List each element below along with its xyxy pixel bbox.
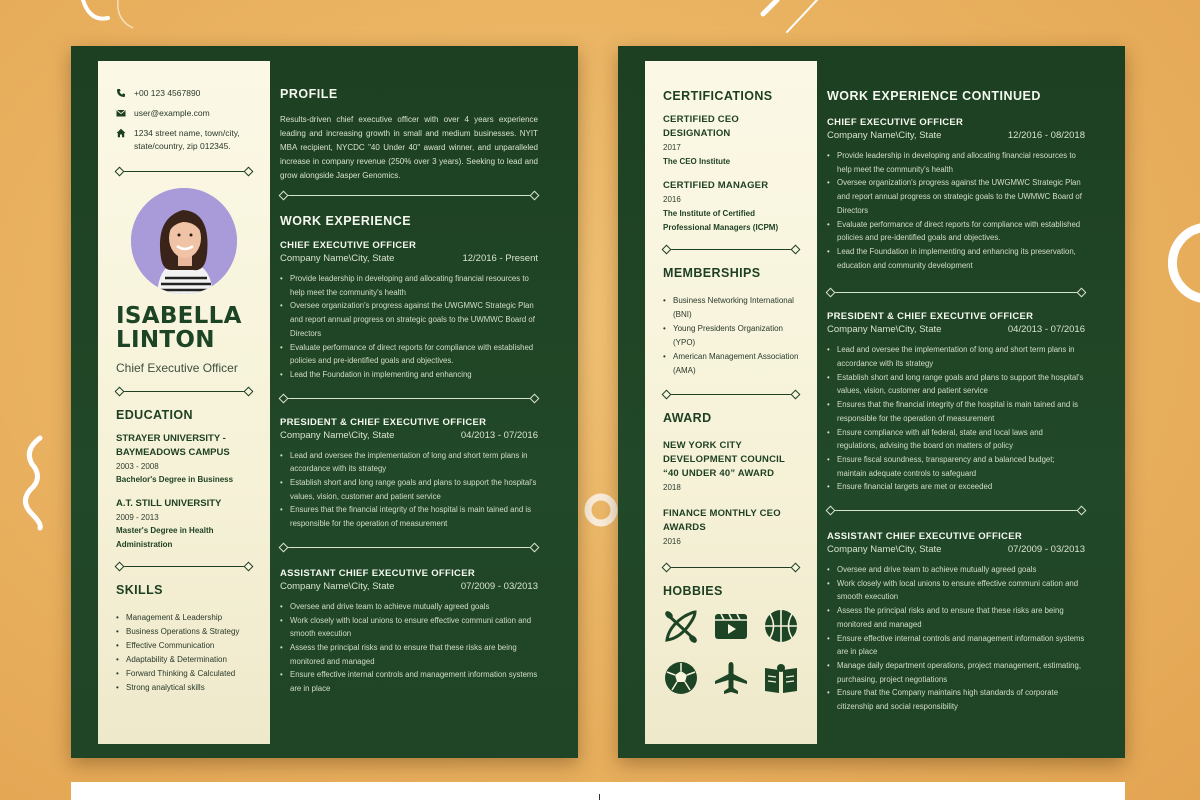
job-bullet: • Manage daily department operations, project management, estimating, purchasing, project negotiations (827, 659, 1085, 686)
job-bullet: • Ensures that the financial integrity of the hospital is main tained and is responsible for the operation of measurement (280, 503, 538, 530)
hobbies-heading: HOBBIES (663, 584, 723, 598)
divider (116, 167, 252, 176)
education-degree: Bachelor's Degree in Business (116, 475, 234, 484)
person-title: Chief Executive Officer (116, 361, 238, 375)
job-meta (827, 324, 1085, 335)
contact-address (116, 127, 252, 153)
resume-page-1 (71, 46, 578, 758)
sidebar-page-2 (645, 61, 817, 744)
job-title: ASSISTANT CHIEF EXECUTIVE OFFICER (280, 567, 475, 579)
skills-heading: SKILLS (116, 583, 163, 597)
job-dates: 12/2016 - 08/2018 (1007, 130, 1085, 141)
job-title: ASSISTANT CHIEF EXECUTIVE OFFICER (827, 531, 1022, 543)
skill-item: • Business Operations & Strategy (116, 625, 252, 639)
envelope-icon (116, 108, 126, 118)
phone-icon (116, 88, 126, 98)
divider (663, 390, 799, 399)
memberships-list (663, 294, 799, 378)
skills-list (116, 611, 252, 695)
award-item (663, 507, 799, 549)
award-year: 2016 (663, 537, 681, 546)
decorative-arc-right (1138, 220, 1200, 310)
job-bullets (280, 272, 538, 382)
profile-photo (131, 188, 237, 294)
education-years: 2009 - 2013 (116, 513, 159, 522)
divider (663, 245, 799, 254)
job-bullet: • Work closely with local unions to ensure effective communi cation and smooth execution (827, 577, 1085, 604)
job-company: Company Name\City, State (280, 253, 395, 264)
job-bullet: • Evaluate performance of direct reports for compliance with established policies and pre-identified goals and objectives. (280, 341, 538, 368)
book-icon (763, 660, 799, 696)
first-name: ISABELLA (116, 303, 242, 329)
education-heading: EDUCATION (116, 408, 193, 422)
email-text: user@example.com (134, 108, 210, 118)
job-entry (280, 568, 538, 696)
job-bullet: • Work closely with local unions to ensure effective communi cation and smooth execution (280, 614, 538, 641)
job-bullet: • Assess the principal risks and to ensure that these risks are being monitored and managed (827, 604, 1085, 631)
skill-item: • Management & Leadership (116, 611, 252, 625)
job-bullet: • Ensure effective internal controls and management information systems are in place (827, 632, 1085, 659)
education-school: A.T. STILL UNIVERSITY (116, 498, 222, 509)
contact-email (116, 107, 252, 120)
job-bullet: • Lead the Foundation in implementing and enhancing its preservation, education and community development (827, 245, 1085, 272)
sidebar-page-1 (98, 61, 270, 744)
decorative-squiggle-left (18, 432, 52, 532)
certification-year: 2016 (663, 195, 681, 204)
hobbies-grid (663, 608, 799, 696)
job-company: Company Name\City, State (827, 130, 942, 141)
job-bullet: • Ensures that the financial integrity of the hospital is main tained and is responsible for the operation of measurement (827, 398, 1085, 425)
job-bullet: • Lead and oversee the implementation of long and short term plans in accordance with its strategy (280, 449, 538, 476)
job-title: PRESIDENT & CHIEF EXECUTIVE OFFICER (827, 311, 1034, 323)
job-bullet: • Assess the principal risks and to ensure that these risks are being monitored and managed (280, 641, 538, 668)
job-entry (827, 531, 1085, 714)
divider (827, 288, 1085, 297)
award-heading: AWARD (663, 411, 712, 425)
airplane-icon (713, 660, 749, 696)
contact-phone (116, 87, 252, 100)
divider (663, 563, 799, 572)
job-bullet: • Oversee and drive team to achieve mutually agreed goals (827, 563, 1085, 577)
main-column-page-2 (827, 61, 1085, 714)
job-meta (827, 544, 1085, 555)
education-school: STRAYER UNIVERSITY - BAYMEADOWS CAMPUS (116, 433, 230, 458)
divider (827, 506, 1085, 515)
job-bullet: • Establish short and long range goals and plans to support the hospital's values, vision, customer and patient service (827, 371, 1085, 398)
job-bullets (280, 600, 538, 696)
job-entry (280, 417, 538, 531)
video-icon (713, 608, 749, 644)
job-bullet: • Establish short and long range goals and plans to support the hospital's values, vision, customer and patient service (280, 476, 538, 503)
profile-text: Results-driven chief executive officer with over 4 years experience leading and increasing growth in small and medium businesses. NYIT MBA recipient, NYCDC "40 Under 40" award winner, and unparalleled increase in company revenue (250% over 3 years). Seeking to lead and grow alongside Jasper Genomics. (280, 115, 538, 180)
education-degree: Master's Degree in Health Administration (116, 526, 214, 549)
resume-page-2 (618, 46, 1125, 758)
job-bullet: • Ensure compliance with all federal, state and local laws and regulations, advising the board on matters of policy (827, 426, 1085, 453)
job-meta (280, 430, 538, 441)
job-entry (827, 311, 1085, 494)
job-bullets (827, 149, 1085, 272)
award-year: 2018 (663, 483, 681, 492)
job-bullet: • Lead the Foundation in implementing and enhancing (280, 368, 538, 382)
award-item (663, 439, 799, 495)
job-bullet: • Provide leadership in developing and allocating financial resources to help meet the community's health (280, 272, 538, 299)
decorative-lines-top (755, 0, 825, 40)
divider (280, 394, 538, 403)
decorative-swirl-top-left (78, 0, 138, 30)
divider (116, 562, 252, 571)
education-item (116, 497, 252, 552)
job-bullet: • Ensure that the Company maintains high standards of corporate citizenship and social responsibility (827, 686, 1085, 713)
skill-item: • Forward Thinking & Calculated (116, 667, 252, 681)
divider (280, 543, 538, 552)
divider (280, 191, 538, 200)
job-company: Company Name\City, State (827, 324, 942, 336)
job-entry (827, 117, 1085, 272)
award-title: NEW YORK CITY DEVELOPMENT COUNCIL “40 UNDER 40” AWARD (663, 440, 785, 479)
skill-item: • Strong analytical skills (116, 681, 252, 695)
job-company: Company Name\City, State (280, 429, 395, 441)
job-bullet: • Provide leadership in developing and allocating financial resources to help meet the community's health (827, 149, 1085, 176)
skill-item: • Effective Communication (116, 639, 252, 653)
certification-title: CERTIFIED CEO DESIGNATION (663, 114, 739, 139)
membership-item: • Business Networking International (BNI) (663, 294, 799, 322)
certification-year: 2017 (663, 143, 681, 152)
address-text: 1234 street name, town/city, state/country, zip 012345. (134, 128, 240, 151)
certification-item (663, 179, 799, 235)
certifications-heading: CERTIFICATIONS (663, 89, 773, 103)
job-title: PRESIDENT & CHIEF EXECUTIVE OFFICER (280, 416, 487, 428)
job-title: CHIEF EXECUTIVE OFFICER (827, 117, 964, 128)
education-item (116, 432, 252, 487)
membership-item: • American Management Association (AMA) (663, 350, 799, 378)
job-title: CHIEF EXECUTIVE OFFICER (280, 240, 417, 251)
work-experience-heading: WORK EXPERIENCE (280, 214, 412, 228)
job-company: Company Name\City, State (280, 580, 395, 592)
certification-item (663, 113, 799, 169)
job-bullets (280, 449, 538, 531)
last-name: LINTON (116, 327, 215, 353)
job-dates: 12/2016 - Present (462, 253, 538, 264)
certification-title: CERTIFIED MANAGER (663, 180, 769, 191)
job-dates: 04/2013 - 07/2016 (1007, 324, 1085, 336)
skill-item: • Adaptability & Determination (116, 653, 252, 667)
job-dates: 07/2009 - 03/2013 (460, 580, 538, 592)
soccer-ball-icon (663, 660, 699, 696)
job-bullet: • Lead and oversee the implementation of long and short term plans in accordance with its strategy (827, 343, 1085, 370)
membership-item: • Young Presidents Organization (YPO) (663, 322, 799, 350)
bottom-strip (71, 782, 1125, 800)
home-icon (116, 128, 126, 138)
job-dates: 04/2013 - 07/2016 (460, 429, 538, 441)
job-bullet: • Ensure financial targets are met or exceeded (827, 480, 1085, 494)
job-bullets (827, 563, 1085, 714)
job-bullet: • Oversee organization's progress against the UWGMWC Strategic Plan and report annual progress on strategic goals to the UWMWC Board of Directors (280, 299, 538, 340)
job-company: Company Name\City, State (827, 544, 942, 556)
award-title: FINANCE MONTHLY CEO AWARDS (663, 508, 781, 533)
work-continued-heading: WORK EXPERIENCE CONTINUED (827, 89, 1041, 103)
basketball-icon (763, 608, 799, 644)
kayak-icon (663, 608, 699, 644)
job-meta (280, 253, 538, 264)
job-bullet: • Ensure effective internal controls and management information systems are in place (280, 668, 538, 695)
divider (116, 387, 252, 396)
job-bullet: • Oversee and drive team to achieve mutually agreed goals (280, 600, 538, 614)
job-bullets (827, 343, 1085, 494)
profile-heading: PROFILE (280, 87, 338, 101)
job-dates: 07/2009 - 03/2013 (1007, 544, 1085, 556)
certification-org: The Institute of Certified Professional Managers (ICPM) (663, 209, 779, 232)
job-meta (827, 130, 1085, 141)
phone-text: +00 123 4567890 (134, 88, 201, 98)
portrait-image (131, 188, 237, 294)
decorative-ring-center (581, 490, 621, 530)
main-column-page-1 (280, 61, 538, 696)
memberships-heading: MEMBERSHIPS (663, 266, 761, 280)
job-bullet: • Ensure fiscal soundness, transparency and a balanced budget; maintain adequate controls to safeguard (827, 453, 1085, 480)
job-bullet: • Oversee organization's progress against the UWGMWC Strategic Plan and report annual progress on strategic goals to the UWMWC Board of Directors (827, 176, 1085, 217)
job-entry (280, 240, 538, 382)
certification-org: The CEO Institute (663, 157, 731, 166)
education-years: 2003 - 2008 (116, 462, 159, 471)
job-meta (280, 581, 538, 592)
job-bullet: • Evaluate performance of direct reports for compliance with established policies and pre-identified goals and objectives. (827, 218, 1085, 245)
